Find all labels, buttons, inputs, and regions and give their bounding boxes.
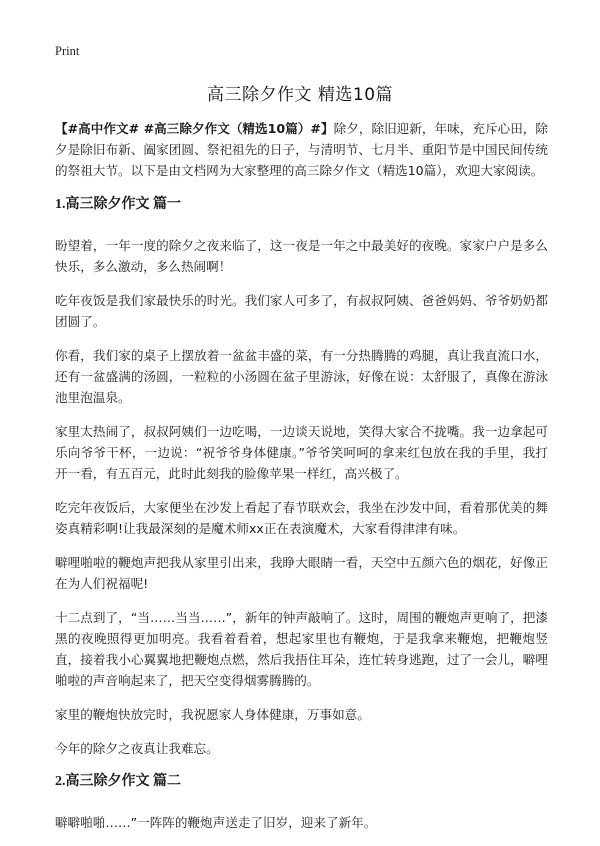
- paragraph: 盼望着，一年一度的除夕之夜来临了，这一夜是一年之中最美好的夜晚。家家户户是多么快乐，多么激动，多么热闹啊！: [55, 238, 548, 274]
- paragraph: 你看，我们家的桌子上摆放着一盆盆丰盛的菜，有一分热腾腾的鸡腿，真让我直流口水，还有一盆盛满的汤圆，一粒粒的小汤圆在盆子里游泳，好像在说：太舒服了，真像在游泳池里泡温泉。: [55, 348, 548, 405]
- paragraph: 今年的除夕之夜真让我难忘。: [55, 741, 219, 756]
- print-label: Print: [55, 44, 80, 58]
- section-heading-2: 2.高三除夕作文 篇二: [55, 774, 181, 789]
- paragraph: 噼哩啪啦的鞭炮声把我从家里引出来，我睁大眼睛一看，天空中五颜六色的烟花，好像正在为人们祝福呢!: [55, 555, 548, 591]
- intro-tag: 【#高中作文# #高三除夕作文（精选10篇）#】: [55, 121, 334, 136]
- intro-paragraph: [55, 118, 548, 181]
- paragraph: 家里太热闹了，叔叔阿姨们一边吃喝，一边谈天说地，笑得大家合不拢嘴。我一边拿起可乐向爷爷干杯，一边说：“祝爷爷身体健康。”爷爷笑呵呵的拿来红包放在我的手里，我打开一看，有五百元，此时此刻我的脸像苹果一样红，高兴极了。: [55, 424, 548, 481]
- paragraph: 噼噼啪啪……”一阵阵的鞭炮声送走了旧岁，迎来了新年。: [55, 815, 377, 830]
- paragraph: 吃完年夜饭后，大家便坐在沙发上看起了春节联欢会，我坐在沙发中间，看着那优美的舞姿真精彩啊!让我最深刻的是魔术师xx正在表演魔术，大家看得津津有味。: [55, 500, 548, 536]
- paragraph: 家里的鞭炮快放完时，我祝愿家人身体健康，万事如意。: [55, 707, 370, 722]
- intro-text: 除夕，除旧迎新，年味，充斥心田，除夕是除旧布新、阖家团圆、祭祀祖先的日子，与清明节、七月半、重阳节是中国民间传统的祭祖大节。以下是由文档网为大家整理的高三除夕作文（精选10篇），欢迎大家阅读。: [55, 121, 549, 178]
- document-body: [55, 118, 548, 846]
- document-title: 高三除夕作文 精选10篇: [206, 85, 394, 105]
- section-heading-1: 1.高三除夕作文 篇一: [55, 197, 181, 212]
- paragraph: 吃年夜饭是我们家最快乐的时光。我们家人可多了，有叔叔阿姨、爸爸妈妈、爷爷奶奶都团圆了。: [55, 293, 548, 329]
- paragraph: 十二点到了，“当……当当……”，新年的钟声敲响了。这时，周围的鞭炮声更响了，把漆黑的夜晚照得更加明亮。我看着看着，想起家里也有鞭炮，于是我拿来鞭炮，把鞭炮竖直，接着我小心翼翼地把鞭炮点燃，然后我捂住耳朵，连忙转身逃跑，过了一会儿，噼哩啪啦的声音响起来了，把天空变得烟雾腾腾的。: [55, 610, 548, 688]
